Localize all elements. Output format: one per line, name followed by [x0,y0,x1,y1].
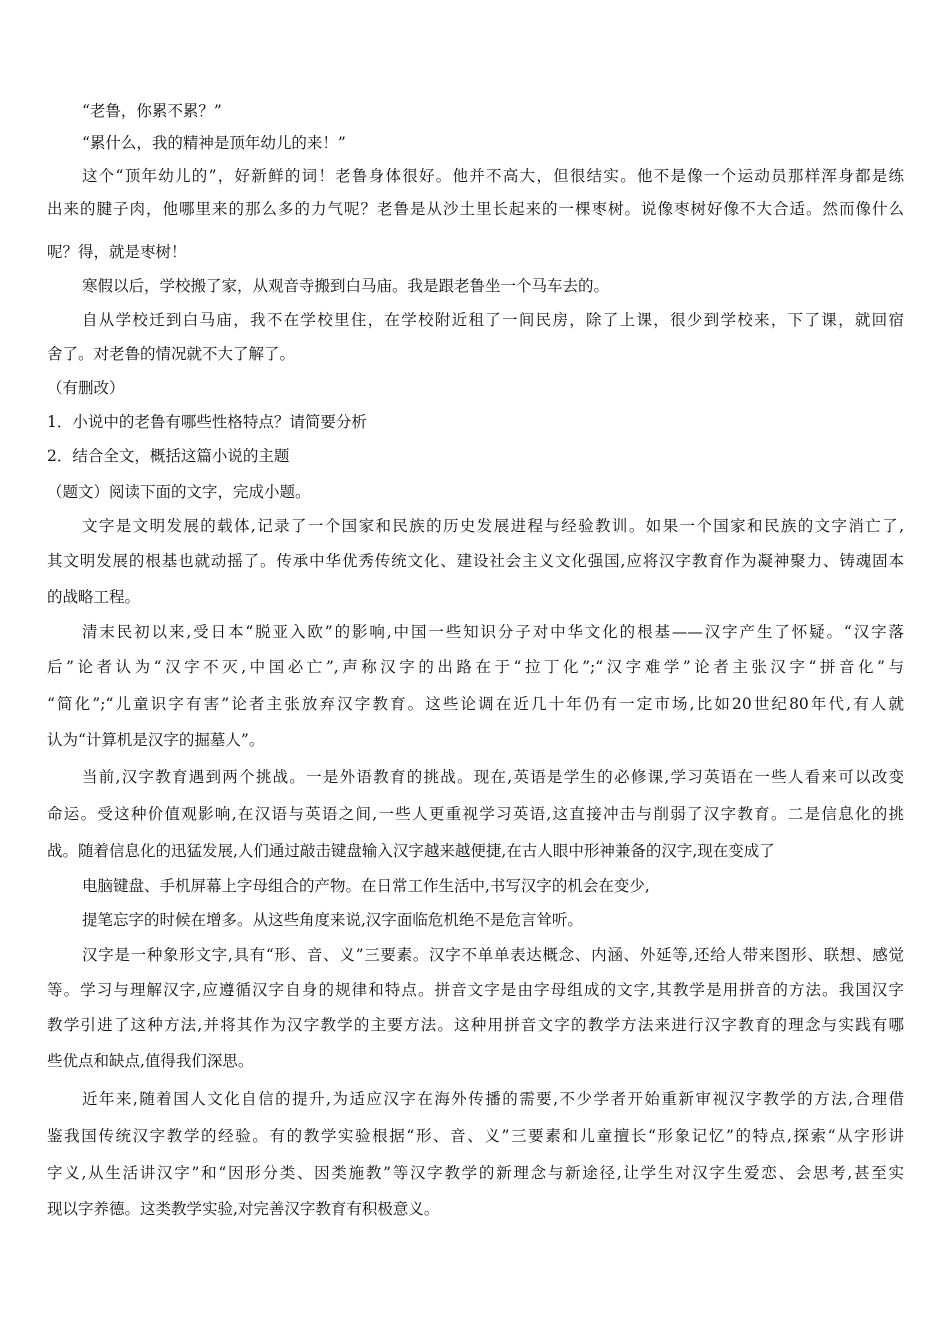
paragraph-line: 出来的腱子肉，他哪里来的那么多的力气呢？老鲁是从沙土里长起来的一棵枣树。说像枣树好像不大合适。然而像什么 [47,200,904,218]
paragraph-line: “简化”;“儿童识字有害”论者主张放弃汉字教育。这些论调在近几十年仍有一定市场,比如20世纪80年代,有人就 [47,695,904,713]
paragraph-line: 电脑键盘、手机屏幕上字母组合的产物。在日常工作生活中,书写汉字的机会在变少, [82,877,650,895]
paragraph-line: 命运。受这种价值观影响,在汉语与英语之间,一些人更重视学习英语,这直接冲击与削弱了汉字教育。二是信息化的挑 [47,805,904,823]
paragraph-line: 教学引进了这种方法,并将其作为汉字教学的主要方法。这种用拼音文字的教学方法来进行汉字教育的理念与实践有哪 [47,1016,904,1034]
paragraph-line: 自从学校迁到白马庙，我不在学校里住，在学校附近租了一间民房，除了上课，很少到学校来，下了课，就回宿 [82,311,904,329]
paragraph-line: 汉字是一种象形文字,具有“形、音、义”三要素。汉字不单单表达概念、内涵、外延等,还给人带来图形、联想、感觉 [82,946,904,964]
paragraph-line: 这个“顶年幼儿的”，好新鲜的词！老鲁身体很好。他并不高大，但很结实。他不是像一个运动员那样浑身都是练 [82,167,904,185]
paragraph-line: 当前,汉字教育遇到两个挑战。一是外语教育的挑战。现在,英语是学生的必修课,学习英语在一些人看来可以改变 [82,768,904,786]
paragraph-line: 其文明发展的根基也就动摇了。传承中华优秀传统文化、建设社会主义文化强国,应将汉字教育作为凝神聚力、铸魂固本 [47,552,904,570]
paragraph-line: 后”论者认为“汉字不灭,中国必亡”,声称汉字的出路在于“拉丁化”;“汉字难学”论者主张汉字“拼音化”与 [47,658,904,676]
paragraph-line: 认为“计算机是汉字的掘墓人”。 [47,731,265,749]
paragraph-line: 清末民初以来,受日本“脱亚入欧”的影响,中国一些知识分子对中华文化的根基——汉字产生了怀疑。“汉字落 [82,623,904,641]
dialogue-line-1: “老鲁，你累不累？” [82,102,222,120]
paragraph-line: 的战略工程。 [47,588,141,606]
dialogue-line-2: “累什么，我的精神是顶年幼儿的来！” [82,134,346,152]
paragraph-line: 寒假以后，学校搬了家，从观音寺搬到白马庙。我是跟老鲁坐一个马车去的。 [82,277,610,295]
paragraph-line: 字义,从生活讲汉字”和“因形分类、因类施教”等汉字教学的新理念与新途径,让学生对汉字生爱恋、会思考,甚至实 [47,1164,904,1182]
paragraph-line: 舍了。对老鲁的情况就不大了解了。 [47,345,296,363]
reading-prompt: （题文）阅读下面的文字，完成小题。 [47,483,311,501]
paragraph-line: 鉴我国传统汉字教学的经验。有的教学实验根据“形、音、义”三要素和儿童擅长“形象记忆”的特点,探索“从字形讲 [47,1127,904,1145]
paragraph-line: 文字是文明发展的载体,记录了一个国家和民族的历史发展进程与经验教训。如果一个国家和民族的文字消亡了, [82,517,904,535]
question-2: 2．结合全文，概括这篇小说的主题 [47,447,290,465]
source-note: （有删改） [47,379,125,397]
paragraph-line: 近年来,随着国人文化自信的提升,为适应汉字在海外传播的需要,不少学者开始重新审视汉字教学的方法,合理借 [82,1090,904,1108]
paragraph-line: 等。学习与理解汉字,应遵循汉字自身的规律和特点。拼音文字是由字母组成的文字,其教学是用拼音的方法。我国汉字 [47,981,904,999]
paragraph-line: 战。随着信息化的迅猛发展,人们通过敲击键盘输入汉字越来越便捷,在古人眼中形神兼备的汉字,现在变成了 [47,842,775,860]
paragraph-line: 些优点和缺点,值得我们深思。 [47,1052,254,1070]
paragraph-line: 提笔忘字的时候在增多。从这些角度来说,汉字面临危机绝不是危言耸听。 [82,911,583,929]
question-1: 1．小说中的老鲁有哪些性格特点？请简要分析 [47,413,367,431]
paragraph-line: 呢？得，就是枣树！ [47,243,187,261]
paragraph-line: 现以字养德。这类教学实验,对完善汉字教育有积极意义。 [47,1200,440,1218]
